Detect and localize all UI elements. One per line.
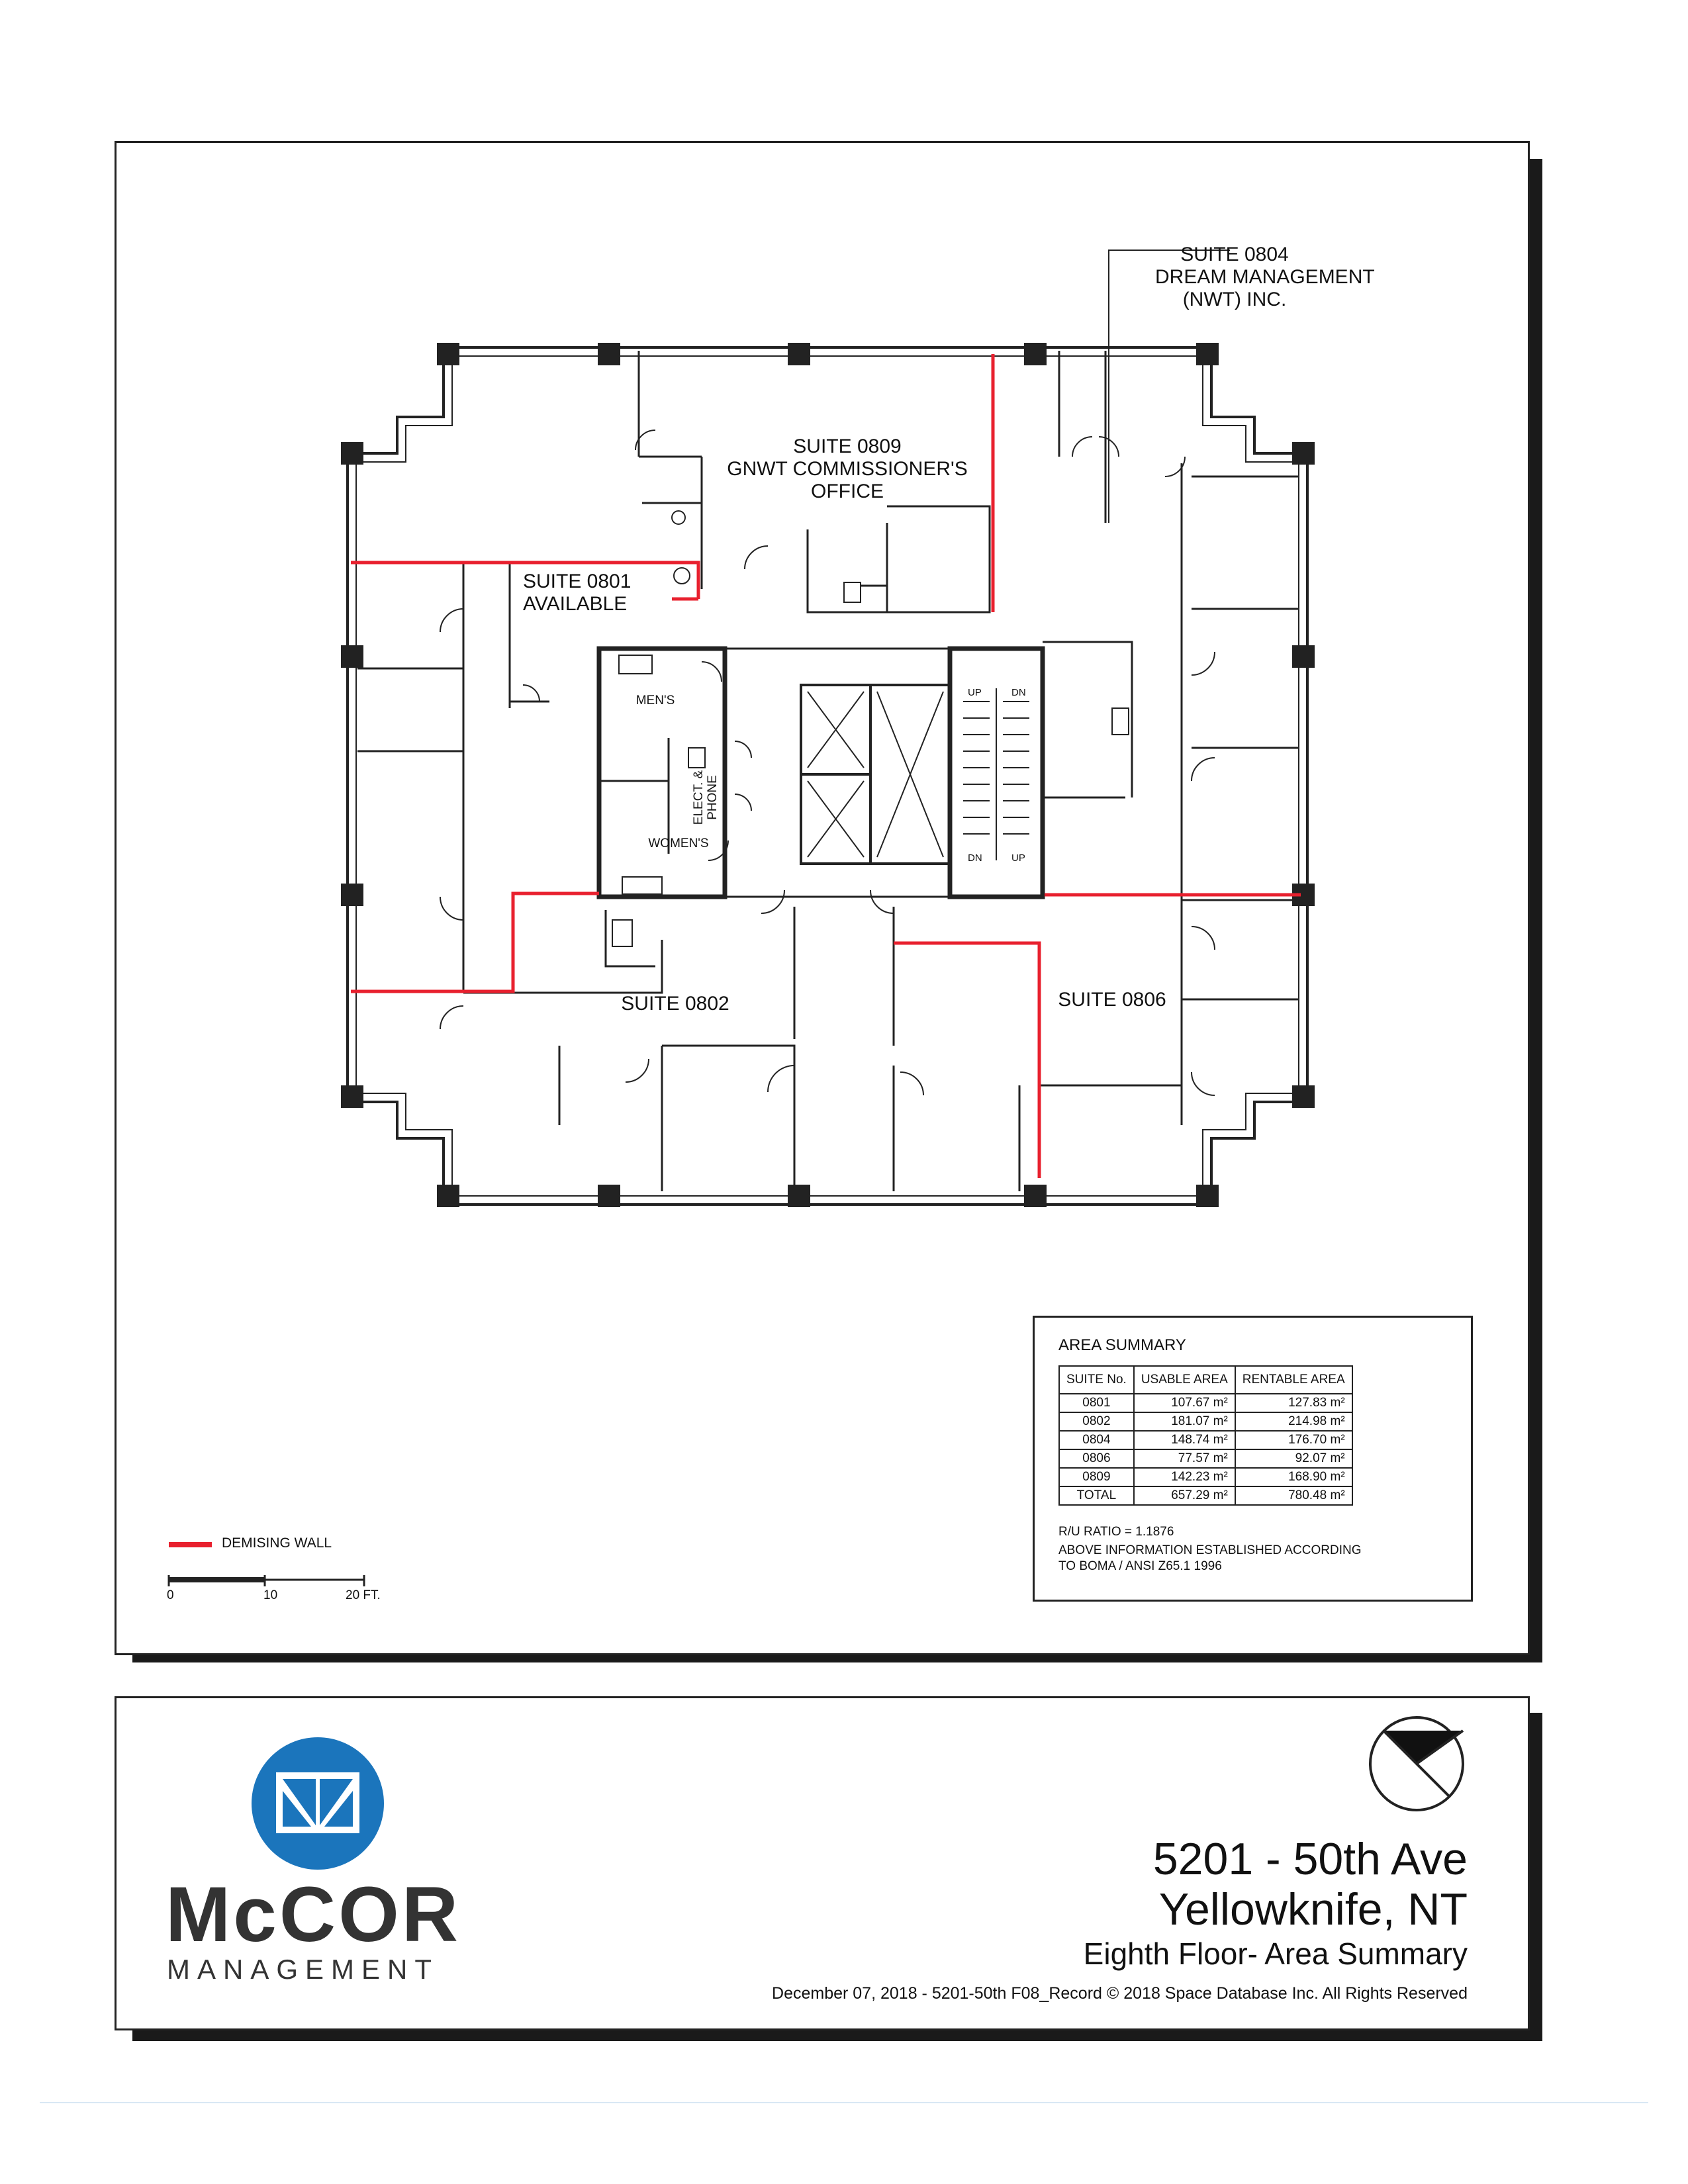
suite-0802-label — [602, 993, 748, 1015]
address-line: 5201 - 50th Ave — [1152, 1834, 1468, 1884]
suite-0809-label — [708, 435, 986, 503]
scan-line — [40, 2102, 1648, 2103]
north-arrow-icon — [1364, 1711, 1470, 1817]
stair-up-top: UP — [968, 687, 982, 698]
table-row — [1059, 1412, 1352, 1431]
boma-note-line-2: TO BOMA / ANSI Z65.1 1996 — [1058, 1559, 1222, 1573]
cell-suite: 0809 — [1059, 1468, 1134, 1486]
table-row — [1059, 1431, 1352, 1449]
elect-line-1: ELECT. & — [692, 770, 706, 825]
suite-0801-label — [523, 570, 662, 615]
suite-0801-line-1: SUITE 0801 — [523, 570, 632, 592]
boma-note-line-1: ABOVE INFORMATION ESTABLISHED ACCORDING — [1058, 1543, 1362, 1557]
mccor-logo-icon — [248, 1734, 387, 1873]
elect-line-2: PHONE — [706, 775, 720, 820]
footer-credits: December 07, 2018 - 5201-50th F08_Record © 2018 Space Database Inc. All Rights Reserved — [772, 1984, 1468, 2003]
cell-suite: 0804 — [1059, 1431, 1134, 1449]
womens-room-label: WOMEN'S — [648, 837, 709, 850]
cell-rentable: 127.83 m² — [1235, 1394, 1352, 1412]
suite-0804-line-3: (NWT) INC. — [1182, 289, 1287, 310]
scale-tick-10: 10 — [263, 1588, 278, 1602]
elect-phone-label — [692, 751, 725, 844]
ru-ratio: R/U RATIO = 1.1876 — [1058, 1525, 1174, 1539]
suite-0802-line-1: SUITE 0802 — [621, 993, 729, 1015]
cell-rentable: 780.48 m² — [1235, 1486, 1352, 1505]
col-header-rentable: RENTABLE AREA — [1235, 1366, 1352, 1394]
demising-wall-label: DEMISING WALL — [222, 1535, 332, 1551]
logo-subtitle: MANAGEMENT — [167, 1954, 440, 1985]
cell-usable: 77.57 m² — [1134, 1449, 1235, 1468]
suite-0801-line-2: AVAILABLE — [523, 593, 628, 615]
stair-dn-bottom: DN — [968, 852, 982, 864]
suite-0806-line-1: SUITE 0806 — [1058, 989, 1166, 1011]
cell-suite: 0801 — [1059, 1394, 1134, 1412]
mens-room-label: MEN'S — [635, 694, 675, 707]
table-header-row — [1059, 1366, 1352, 1394]
cell-usable: 107.67 m² — [1134, 1394, 1235, 1412]
table-row — [1059, 1394, 1352, 1412]
area-summary-table — [1058, 1365, 1353, 1506]
cell-suite: TOTAL — [1059, 1486, 1134, 1505]
suite-0804-label — [1155, 244, 1375, 311]
suite-0809-line-3: OFFICE — [811, 480, 884, 502]
suite-0804-line-2: DREAM MANAGEMENT — [1155, 266, 1375, 288]
suite-0804-line-1: SUITE 0804 — [1180, 244, 1289, 265]
suite-0809-line-2: GNWT COMMISSIONER'S — [727, 458, 968, 480]
area-summary-box — [1033, 1316, 1473, 1602]
floor-title: Eighth Floor- Area Summary — [1083, 1936, 1468, 1971]
cell-usable: 657.29 m² — [1134, 1486, 1235, 1505]
cell-suite: 0802 — [1059, 1412, 1134, 1431]
cell-usable: 148.74 m² — [1134, 1431, 1235, 1449]
table-row — [1059, 1468, 1352, 1486]
suite-0806-label — [1039, 989, 1185, 1011]
city-line: Yellowknife, NT — [1158, 1884, 1468, 1934]
stair-up-bottom: UP — [1011, 852, 1025, 864]
cell-rentable: 176.70 m² — [1235, 1431, 1352, 1449]
cell-usable: 181.07 m² — [1134, 1412, 1235, 1431]
demising-wall-swatch — [169, 1542, 212, 1547]
scale-tick-0: 0 — [167, 1588, 174, 1602]
col-header-usable: USABLE AREA — [1134, 1366, 1235, 1394]
cell-suite: 0806 — [1059, 1449, 1134, 1468]
scale-tick-20: 20 FT. — [346, 1588, 381, 1602]
table-row — [1059, 1449, 1352, 1468]
cell-rentable: 168.90 m² — [1235, 1468, 1352, 1486]
cell-usable: 142.23 m² — [1134, 1468, 1235, 1486]
logo-wordmark: McCOR — [165, 1871, 461, 1958]
suite-0809-line-1: SUITE 0809 — [793, 435, 902, 457]
stair-dn-top: DN — [1011, 687, 1026, 698]
cell-rentable: 92.07 m² — [1235, 1449, 1352, 1468]
area-summary-title: AREA SUMMARY — [1058, 1336, 1186, 1354]
cell-rentable: 214.98 m² — [1235, 1412, 1352, 1431]
col-header-suite: SUITE No. — [1059, 1366, 1134, 1394]
table-total-row — [1059, 1486, 1352, 1505]
